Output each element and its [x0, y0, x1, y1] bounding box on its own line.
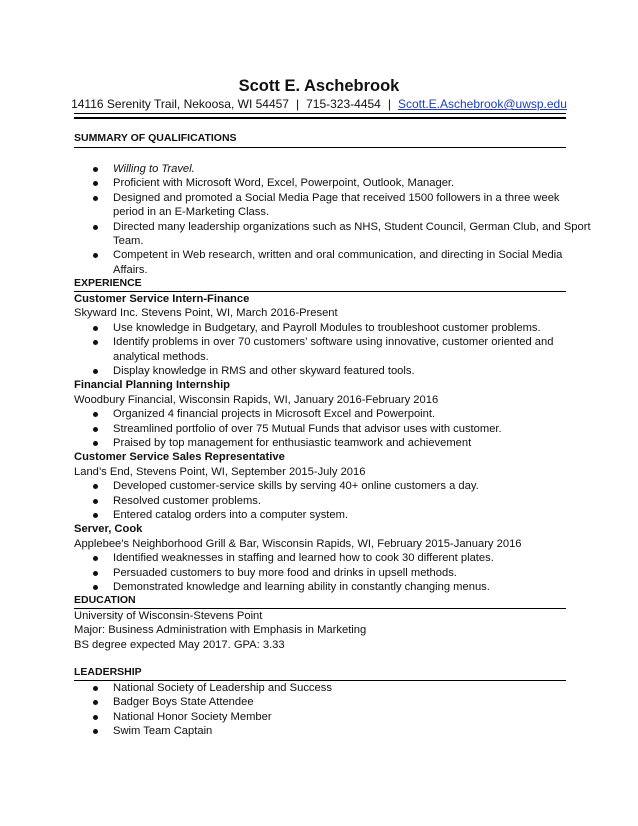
- bullet-dot: [93, 181, 98, 186]
- bullet-dot: [93, 499, 98, 504]
- bullet-dot: [93, 427, 98, 432]
- bullet-text: Badger Boys State Attendee: [113, 696, 254, 709]
- bullet-text: Identified weaknesses in staffing and learned how to cook 30 different plates.: [113, 552, 494, 565]
- bullet-dot: [93, 729, 98, 734]
- bullet-text: Persuaded customers to buy more food and drinks in upsell methods.: [113, 566, 457, 579]
- bullet-dot: [93, 253, 98, 258]
- job-org: Applebee’s Neighborhood Grill & Bar, Wisconsin Rapids, WI, February 2015-January 2016: [74, 537, 522, 550]
- section-title-leadership: LEADERSHIP: [74, 666, 142, 678]
- bullet-text: Organized 4 financial projects in Microsoft Excel and Powerpoint.: [113, 408, 436, 421]
- bullet-dot: [93, 571, 98, 576]
- bullet-text: National Honor Society Member: [113, 710, 272, 723]
- bullet-dot: [93, 585, 98, 590]
- bullet-text: Use knowledge in Budgetary, and Payroll Modules to troubleshoot customer problems.: [113, 321, 541, 334]
- section-title-experience: EXPERIENCE: [74, 277, 142, 289]
- bullet-text: Entered catalog orders into a computer system.: [113, 509, 349, 521]
- bullet-text: Directed many leadership organizations such as NHS, Student Council, German Club, and Sport: [113, 220, 591, 233]
- bullet-text: Swim Team Captain: [113, 725, 213, 738]
- separator: |: [387, 97, 391, 111]
- candidate-name: Scott E. Aschebrook: [238, 77, 400, 95]
- bullet-text: Display knowledge in RMS and other skyward featured tools.: [113, 365, 415, 377]
- bullet-text: Demonstrated knowledge and learning ability in constantly changing menus.: [113, 581, 490, 593]
- bullet-text: period in an E-Marketing Class.: [113, 206, 270, 219]
- bullet-text: Team.: [113, 234, 144, 247]
- job-title: Customer Service Intern-Finance: [74, 293, 250, 305]
- bullet-dot: [93, 340, 98, 345]
- address: 14116 Serenity Trail, Nekoosa, WI 54457: [71, 97, 289, 111]
- bullet-text: Resolved customer problems.: [113, 494, 261, 507]
- bullet-dot: [93, 196, 98, 201]
- bullet-dot: [93, 167, 98, 172]
- separator: |: [295, 97, 300, 111]
- bullet-dot: [93, 369, 98, 374]
- bullet-text: Designed and promoted a Social Media Page that received 1500 followers in a three week: [113, 191, 560, 204]
- bullet-dot: [93, 441, 98, 446]
- contact-line: [0, 97, 638, 112]
- bullet-text: Proficient with Microsoft Word, Excel, Powerpoint, Outlook, Manager.: [113, 177, 455, 190]
- education-line: BS degree expected May 2017. GPA: 3.33: [74, 638, 285, 651]
- bullet-dot: [93, 326, 98, 331]
- job-org: Woodbury Financial, Wisconsin Rapids, WI, January 2016-February 2016: [74, 393, 439, 406]
- section-title-summary: SUMMARY OF QUALIFICATIONS: [74, 132, 237, 144]
- bullet-dot: [93, 715, 98, 720]
- bullet-dot: [93, 412, 98, 417]
- job-title: Financial Planning Internship: [74, 379, 231, 392]
- bullet-dot: [93, 484, 98, 489]
- bullet-dot: [93, 686, 98, 691]
- bullet-text: Streamlined portfolio of over 75 Mutual Funds that advisor uses with customer.: [113, 422, 502, 435]
- email-link[interactable]: Scott.E.Aschebrook@uwsp.edu: [397, 97, 567, 111]
- bullet-text: Affairs.: [113, 263, 148, 276]
- bullet-dot: [93, 225, 98, 230]
- job-title: Customer Service Sales Representative: [74, 451, 285, 464]
- job-org: Skyward Inc. Stevens Point, WI, March 2016-Present: [74, 307, 338, 320]
- job-title: Server, Cook: [74, 523, 143, 536]
- section-title-education: EDUCATION: [74, 594, 136, 606]
- bullet-text: Developed customer-service skills by serving 40+ online customers a day.: [113, 480, 479, 493]
- job-org: Land’s End, Stevens Point, WI, September 2015-July 2016: [74, 465, 366, 478]
- bullet-dot: [93, 513, 98, 518]
- section-rule: [74, 147, 566, 148]
- bullet-text: analytical methods.: [113, 350, 209, 363]
- bullet-text: Willing to Travel.: [113, 163, 195, 175]
- bullet-text: Competent in Web research, written and oral communication, and directing in Social Media: [113, 249, 563, 262]
- phone: 715-323-4454: [306, 97, 381, 111]
- education-line: University of Wisconsin-Stevens Point: [74, 610, 263, 622]
- bullet-dot: [93, 700, 98, 705]
- education-line: Major: Business Administration with Emphasis in Marketing: [74, 624, 367, 637]
- bullet-text: Identify problems in over 70 customers’ software using innovative, customer oriented and: [113, 336, 554, 349]
- header-rule: [74, 113, 566, 119]
- bullet-dot: [93, 556, 98, 561]
- bullet-text: Praised by top management for enthusiastic teamwork and achievement: [113, 437, 472, 449]
- bullet-text: National Society of Leadership and Success: [113, 682, 332, 694]
